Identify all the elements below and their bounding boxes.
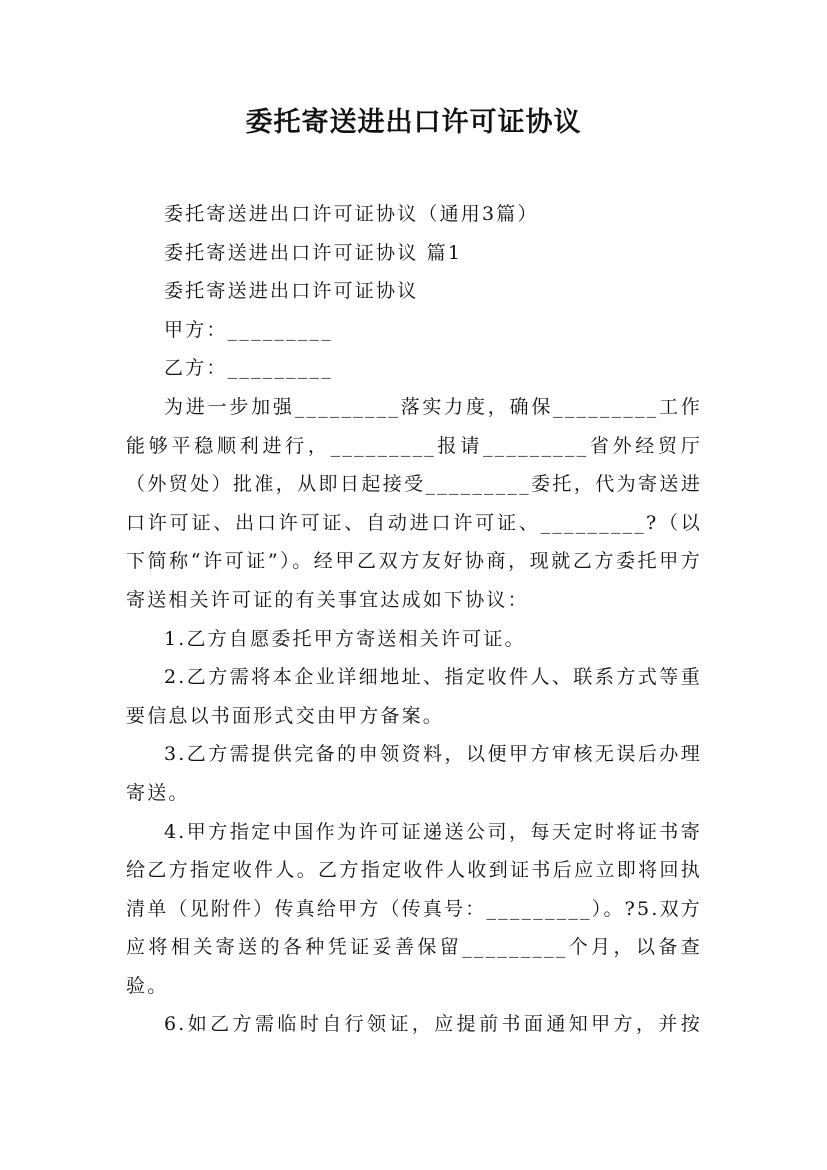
paragraph-section: 委托寄送进出口许可证协议 篇1 xyxy=(164,241,463,264)
paragraph-intro: 为进一步加强_________落实力度，确保_________工作能够平稳顺利进行，_________报请_________省外经贸厅（外贸处）批准，从即日起接受_________委托，代为寄送进口许可证、出口许可证、自动进口许可证、_________?（以下简称“许可证”）。经甲乙双方友好协商，现就乙方委托甲方寄送相关许可证的有关事宜达成如下协议： xyxy=(126,395,702,611)
clause-4-5: 4.甲方指定中国作为许可证递送公司，每天定时将证书寄给乙方指定收件人。乙方指定收件人收到证书后应立即将回执清单（见附件）传真给甲方（传真号：_________）。?5.双方应将相关寄送的各种凭证妥善保留_________个月，以备查验。 xyxy=(126,820,702,997)
clause-1: 1.乙方自愿委托甲方寄送相关许可证。 xyxy=(164,627,526,650)
clause-2: 2.乙方需将本企业详细地址、指定收件人、联系方式等重要信息以书面形式交由甲方备案。 xyxy=(126,666,702,727)
paragraph-subtitle: 委托寄送进出口许可证协议 xyxy=(164,280,419,303)
paragraph-heading: 委托寄送进出口许可证协议（通用3篇） xyxy=(164,203,539,225)
document-body xyxy=(126,195,702,1044)
party-b-line: 乙方：_________ xyxy=(164,357,333,380)
party-a-line: 甲方：_________ xyxy=(164,318,333,341)
clause-6: 6.如乙方需临时自行领证，应提前书面通知甲方，并按 xyxy=(164,1013,702,1036)
clause-3: 3.乙方需提供完备的申领资料，以便甲方审核无误后办理寄送。 xyxy=(126,743,702,804)
document-title: 委托寄送进出口许可证协议 xyxy=(245,107,582,138)
